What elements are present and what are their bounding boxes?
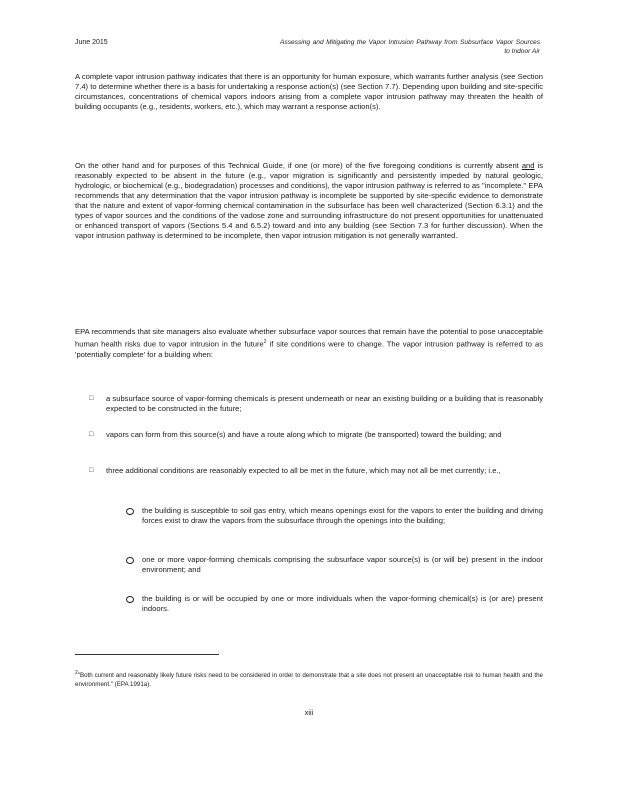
bullet-box-icon: □ bbox=[89, 395, 94, 402]
text-segment: EPA recommends that site managers also evaluate whether subsurface vapor sources that remain have the potential to pose unacceptable human health risks due to vapor intrusion in the future bbox=[75, 327, 543, 349]
paragraph-text bbox=[75, 161, 543, 241]
bullet-item bbox=[89, 394, 543, 414]
footnote-text: "Both current and reasonably likely future risks need to be considered in order to demonstrate that a site does not present an unacceptable risk to human health and the environment." (EPA 1991a). bbox=[75, 672, 543, 689]
paragraph-incomplete-pathway bbox=[75, 161, 543, 241]
sub-bullet-text: the building is or will be occupied by one or more individuals when the vapor-forming chemical(s) is (or are) present indoors. bbox=[142, 594, 543, 613]
text-segment: if site conditions were to change. The vapor intrusion pathway is referred to as 'potentially complete' for a building when: bbox=[75, 339, 543, 359]
header-date: June 2015 bbox=[75, 39, 108, 46]
paragraph-potentially-complete bbox=[75, 327, 543, 360]
bullet-box-icon: □ bbox=[89, 467, 94, 474]
paragraph-text: A complete vapor intrusion pathway indicates that there is an opportunity for human exposure, which warrants further analysis (see Section 7.4) to determine whether there is a basis for undertaking a response action(s) (see Section 7.7). Depending upon building and site-specific circumstances, concentrations of chemical vapors indoors arising from a complete vapor intrusion pathway may threaten the health of building occupants (e.g., residents, workers, etc.), which may warrant a response action(s). bbox=[75, 72, 543, 111]
bullet-text: vapors can form from this source(s) and have a route along which to migrate (be transported) toward the building; and bbox=[106, 430, 502, 439]
bullet-text: three additional conditions are reasonably expected to all be met in the future, which may not all be met currently; i.e., bbox=[106, 466, 501, 475]
sub-bullet-item bbox=[126, 555, 543, 575]
circle-bullet-icon bbox=[126, 596, 134, 603]
sub-bullet-item bbox=[126, 594, 543, 614]
bullet-item bbox=[89, 430, 543, 440]
sub-bullet-item bbox=[126, 506, 543, 526]
bullet-item bbox=[89, 466, 543, 476]
paragraph-text bbox=[75, 327, 543, 360]
paragraph-complete-pathway bbox=[75, 72, 543, 112]
circle-bullet-icon bbox=[126, 557, 134, 564]
bullet-box-icon: □ bbox=[89, 431, 94, 438]
sub-bullet-text: one or more vapor-forming chemicals comprising the subsurface vapor source(s) is (or will be) present in the indoor environment; and bbox=[142, 555, 543, 574]
text-segment: is reasonably expected to be absent in the future (e.g., vapor migration is significantly and persistently impeded by natural geologic, hydrologic, or biochemical (e.g., biodegradation) processes and conditions), the vapor intrusion pathway is referred to as "incomplete." EPA recommends that any determination that the vapor intrusion pathway is incomplete be supported by site-specific evidence to demonstrate that the nature and extent of vapor-forming chemical contamination in the subsurface has been well characterized (Section 6.3.1) and the types of vapor sources and the conditions of the vadose zone and surrounding infrastructure do not present opportunities for unattenuated or enhanced transport of vapors (Sections 5.4 and 6.5.2) toward and into any building (see Section 7.3 for further discussion). When the vapor intrusion pathway is determined to be incomplete, then vapor intrusion mitigation is not generally warranted. bbox=[75, 161, 543, 240]
footnote-divider bbox=[75, 654, 219, 655]
circle-bullet-icon bbox=[126, 508, 134, 515]
bullet-text: a subsurface source of vapor-forming chemicals is present underneath or near an existing building or a building that is reasonably expected to be constructed in the future; bbox=[106, 394, 543, 413]
sub-bullet-text: the building is susceptible to soil gas entry, which means openings exist for the vapors to enter the building and driving forces exist to draw the vapors from the subsurface through the openings into the building; bbox=[142, 506, 543, 525]
footnote bbox=[75, 669, 543, 689]
underlined-word: and bbox=[521, 161, 535, 170]
text-segment: On the other hand and for purposes of this Technical Guide, if one (or more) of the five foregoing conditions is currently absent bbox=[75, 161, 522, 170]
footnote-mark: 2 bbox=[75, 670, 78, 676]
page-number: xiii bbox=[304, 708, 314, 717]
footnote-reference[interactable]: 2 bbox=[263, 339, 267, 345]
header-title: Assessing and Mitigating the Vapor Intrusion Pathway from Subsurface Vapor Sources to Indoor Air bbox=[280, 39, 540, 55]
